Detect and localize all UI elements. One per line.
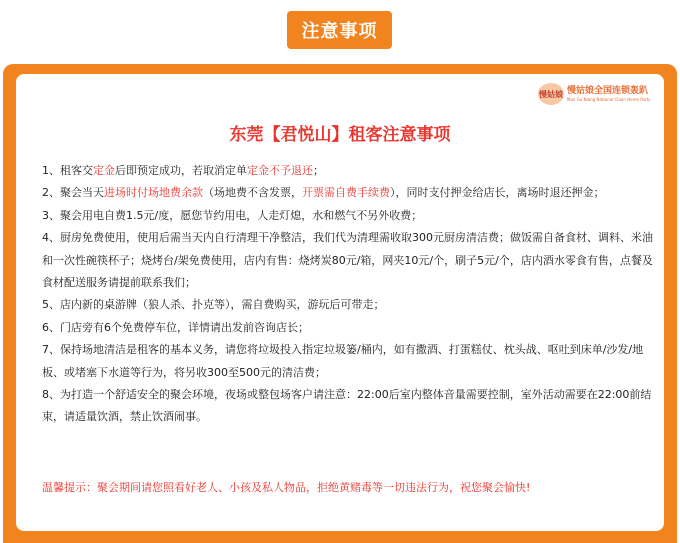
rule-text: 5、店内新的桌游牌（狼人杀、扑克等），需自费购买，游玩后可带走； (42, 298, 385, 312)
logo-cn-text: 慢姑娘全国连锁轰趴 (567, 85, 649, 96)
rule-text: （场地费不含发票， (203, 186, 302, 200)
rule-text: 8、为打造一个舒适安全的聚会环境，夜场或整包场客户请注意：22:00后室内整体音量需要控制，室外活动需要在22:00前结束，请适量饮酒，禁止饮酒闹事。 (42, 388, 652, 424)
notice-card (16, 74, 664, 531)
rule-text: 4、厨房免费使用，使用后需当天内自行清理干净整洁，我们代为清理需收取300元厨房清洁费；做饭需自备食材、调料、米油和一次性碗筷杯子；烧烤台/架免费使用，店内有售：烧烤炭80元/箱，网夹10元/个，刷子5元/个，店内酒水零食有售，点餐及食材配送服务请提前联系我们； (42, 231, 653, 290)
logo-en-text: Man Gu Niang National Chain Home Party (567, 96, 651, 102)
rules-list (42, 160, 654, 429)
rule-highlight: 进场时付场地费余款 (104, 186, 203, 200)
rule-item (42, 384, 654, 429)
rule-text: 3、聚会用电自费1.5元/度，愿您节约用电，人走灯熄，水和燃气不另外收费； (42, 208, 423, 222)
rule-text: 7、保持场地清洁是租客的基本义务，请您将垃圾投入指定垃圾篓/桶内，如有撒酒、打蛋糕仗、枕头战、呕吐到床单/沙发/地板、或堵塞下水道等行为，将另收300至500元的清洁费； (42, 343, 644, 379)
rule-item (42, 160, 654, 182)
rule-text: 6、门店旁有6个免费停车位，详情请出发前咨询店长； (42, 320, 309, 334)
logo-badge-icon: 慢姑娘 (538, 83, 564, 105)
rule-highlight: 开票需自费手续费 (302, 186, 390, 200)
rule-highlight: 定金不予退还 (247, 164, 313, 177)
brand-logo (538, 80, 662, 108)
rule-text: 2、聚会当天 (42, 186, 104, 200)
rule-text: 1、租客交 (42, 164, 93, 177)
rule-item (42, 339, 654, 384)
rule-text: 后即预定成功，若取消定单 (115, 164, 247, 177)
notice-tab (287, 11, 392, 49)
rule-text: ； (313, 164, 324, 177)
page-title: 东莞【君悦山】租客注意事项 (229, 125, 451, 145)
rule-text: ），同时支付押金给店长，离场时退还押金； (390, 186, 605, 200)
warm-tip: 温馨提示：聚会期间请您照看好老人、小孩及私人物品，拒绝黄赌毒等一切违法行为，祝您聚会愉快! (42, 481, 531, 494)
rule-item (42, 205, 654, 227)
rule-item (42, 294, 654, 316)
rule-item (42, 317, 654, 339)
rule-item (42, 182, 654, 204)
notice-tab-label: 注意事项 (301, 21, 378, 42)
rule-highlight: 定金 (93, 164, 115, 177)
rule-item (42, 227, 654, 294)
